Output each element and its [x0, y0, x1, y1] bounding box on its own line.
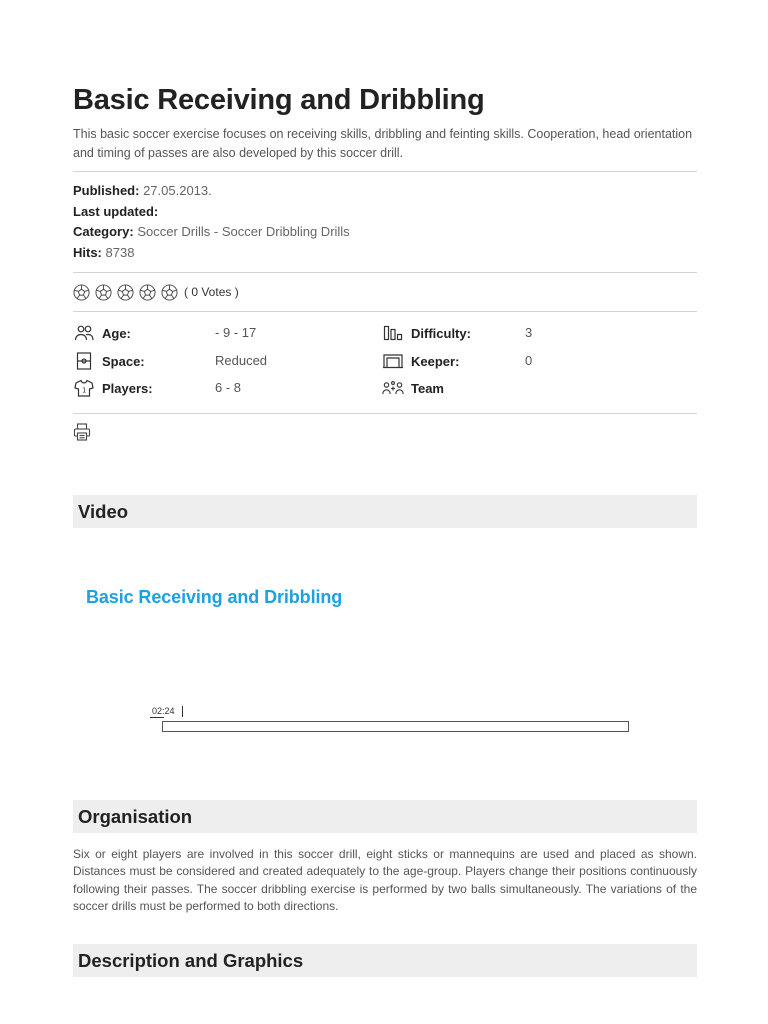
hits-value: 8738 — [105, 245, 135, 261]
players-value: 6 - 8 — [215, 380, 242, 395]
keeper-label: Keeper: — [411, 353, 460, 369]
category-link[interactable]: Soccer Drills - Soccer Dribbling Drills — [137, 224, 350, 240]
printer-icon[interactable] — [73, 423, 91, 441]
team-label: Team — [411, 380, 444, 396]
organisation-text: Six or eight players are involved in this soccer drill, eight sticks or mannequins are used and placed as shown. Distances must be considered and created adequately to the age-group. Players change their positions continuously following their passes. The soccer dribbling exercise is performed by two balls simultaneously. The variations of the soccer drills must be performed to both directions. — [73, 847, 697, 913]
space-label: Space: — [102, 353, 145, 369]
video-time: 02:24 — [152, 706, 175, 716]
keeper-value: 0 — [525, 353, 533, 368]
space-value: Reduced — [215, 353, 268, 368]
hits-label: Hits: — [73, 245, 102, 261]
fact-age — [73, 322, 131, 344]
video-progress-bar[interactable] — [162, 721, 629, 732]
difficulty-value: 3 — [525, 325, 533, 340]
field-icon — [73, 352, 95, 370]
divider — [73, 272, 697, 273]
svg-text:1: 1 — [82, 386, 87, 395]
votes-count: ( 0 Votes ) — [184, 285, 239, 299]
fact-difficulty — [382, 322, 471, 344]
age-label: Age: — [102, 325, 131, 341]
fact-team — [382, 377, 444, 399]
bars-icon — [382, 324, 404, 342]
page-title: Basic Receiving and Dribbling — [73, 84, 485, 116]
team-icon — [382, 379, 404, 397]
published-row — [73, 181, 350, 202]
updated-row — [73, 202, 350, 223]
soccer-ball-icon[interactable] — [73, 284, 90, 301]
difficulty-label: Difficulty: — [411, 325, 471, 341]
published-label: Published: — [73, 183, 140, 198]
description-heading: Description and Graphics — [73, 944, 697, 977]
hits-row — [73, 243, 350, 264]
shirt-icon — [73, 379, 95, 397]
article-meta — [73, 181, 350, 264]
divider — [73, 171, 697, 172]
video-heading: Video — [73, 495, 697, 528]
age-value: - 9 - 17 — [215, 325, 257, 340]
fact-keeper — [382, 350, 459, 372]
divider — [73, 413, 697, 414]
divider — [73, 311, 697, 312]
rating-widget — [73, 282, 239, 302]
published-value: 27.05.2013. — [143, 183, 212, 198]
fact-players — [73, 377, 153, 399]
soccer-ball-icon[interactable] — [161, 284, 178, 301]
soccer-ball-icon[interactable] — [95, 284, 112, 301]
people-icon — [73, 324, 95, 342]
fact-space — [73, 350, 145, 372]
players-label: Players: — [102, 380, 153, 396]
organisation-heading: Organisation — [73, 800, 697, 833]
category-row — [73, 222, 350, 243]
time-underline — [150, 717, 164, 718]
video-title-link[interactable]: Basic Receiving and Dribbling — [86, 587, 343, 607]
soccer-ball-icon[interactable] — [117, 284, 134, 301]
goal-icon — [382, 352, 404, 370]
category-label: Category: — [73, 224, 134, 240]
time-marker — [182, 706, 183, 717]
updated-label: Last updated: — [73, 203, 159, 219]
soccer-ball-icon[interactable] — [139, 284, 156, 301]
intro-text: This basic soccer exercise focuses on receiving skills, dribbling and feinting skills. Cooperation, head orientation and timing of passes are also developed by this soccer drill. — [73, 127, 693, 160]
